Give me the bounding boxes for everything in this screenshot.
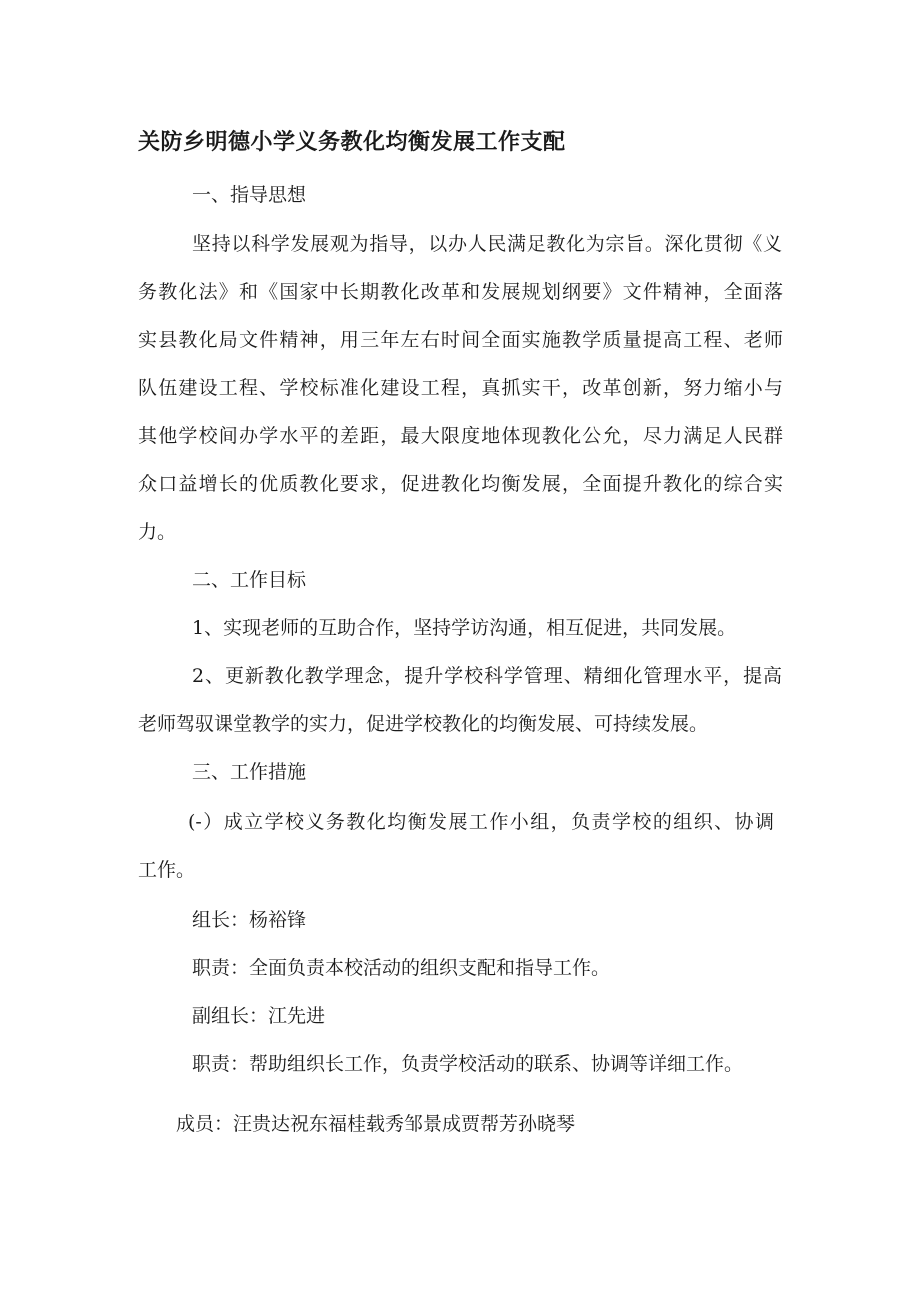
paragraph-line: 实县教化局文件精神，用三年左右时间全面实施教学质量提高工程、老师 <box>138 329 783 351</box>
deputy-leader: 副组长：江先进 <box>192 1005 326 1027</box>
section-heading-work-measures: 三、工作措施 <box>192 761 307 783</box>
paragraph-line: 其他学校间办学水平的差距，最大限度地体现教化公允，尽力满足人民群 <box>138 425 783 447</box>
goal-item-2-line: 老师驾驭课堂教学的实力，促进学校教化的均衡发展、可持续发展。 <box>138 713 709 735</box>
paragraph-line: 众口益增长的优质教化要求，促进教化均衡发展，全面提升教化的综合实 <box>138 473 783 495</box>
group-members: 成员：汪贵达祝东福桂载秀邹景成贾帮芳孙晓琴 <box>176 1113 576 1135</box>
goal-item-1: 1、实现老师的互助合作，坚持学访沟通，相互促进，共同发展。 <box>192 617 737 639</box>
paragraph-line: 坚持以科学发展观为指导，以办人民满足教化为宗旨。深化贯彻《义 <box>192 233 782 255</box>
paragraph-line: 力。 <box>138 521 177 543</box>
measure-item-1-line: (-）成立学校义务教化均衡发展工作小组，负责学校的组织、协调 <box>188 811 774 833</box>
section-heading-work-goals: 二、工作目标 <box>192 569 307 591</box>
paragraph-line: 队伍建设工程、学校标准化建设工程，真抓实干，改革创新，努力缩小与 <box>138 377 783 399</box>
goal-item-2-line: 2、更新教化教学理念，提升学校科学管理、精细化管理水平，提高 <box>192 665 782 687</box>
paragraph-line: 务教化法》和《国家中长期教化改革和发展规划纲要》文件精神，全面落 <box>138 281 783 303</box>
deputy-leader-duty: 职责：帮助组织长工作，负责学校活动的联系、协调等详细工作。 <box>192 1053 744 1075</box>
group-leader: 组长：杨裕锋 <box>192 909 307 931</box>
measure-item-1-line: 工作。 <box>138 859 196 881</box>
section-heading-guiding-ideology: 一、指导思想 <box>192 184 307 206</box>
group-leader-duty: 职责：全面负责本校活动的组织支配和指导工作。 <box>192 957 611 979</box>
document-title: 关防乡明德小学义务教化均衡发展工作支配 <box>138 130 566 155</box>
